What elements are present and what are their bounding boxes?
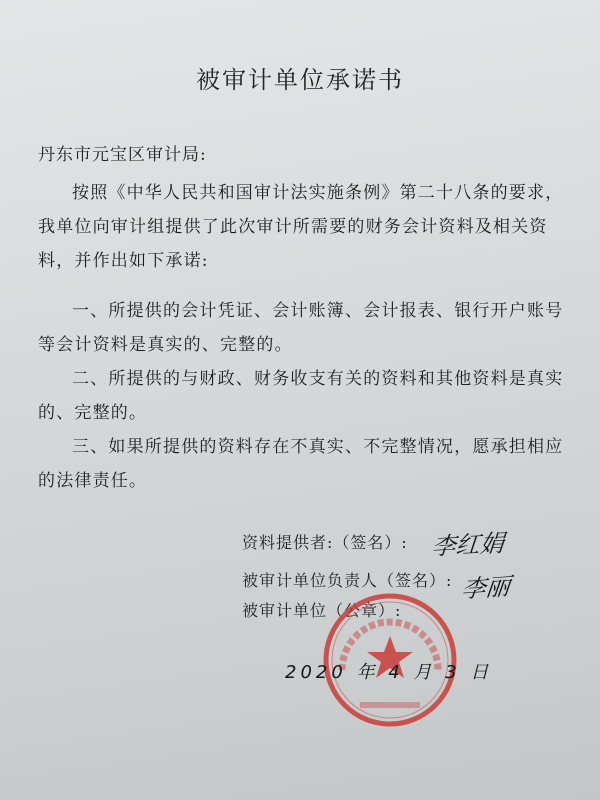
provider-signature-label: 资料提供者:（签名）: xyxy=(242,533,408,552)
leader-handwritten-signature: 李丽 xyxy=(460,572,512,604)
unit-seal-label: 被审计单位（公章）: xyxy=(242,601,402,620)
seal-serial-mark xyxy=(360,702,420,708)
provider-handwritten-signature: 李红娟 xyxy=(430,529,506,561)
salutation: 丹东市元宝区审计局: xyxy=(38,145,207,165)
document-title: 被审计单位承诺书 xyxy=(196,66,404,94)
leader-signature-label: 被审计单位负责人（签名）: xyxy=(242,571,453,590)
commitment-item-3: 三、如果所提供的资料存在不真实、不完整情况，愿承担相应的法律责任。 xyxy=(38,437,564,491)
signing-date: 2020 年 4 月 3 日 xyxy=(285,662,493,683)
intro-paragraph: 按照《中华人民共和国审计法实施条例》第二十八条的要求，我单位向审计组提供了此次审计所需要的财务会计资料及相关资料，并作出如下承诺: xyxy=(38,183,564,271)
commitment-item-2: 二、所提供的与财政、财务收支有关的资料和其他资料是真实的、完整的。 xyxy=(38,369,564,423)
commitment-item-1: 一、所提供的会计凭证、会计账簿、会计报表、银行开户账号等会计资料是真实的、完整的。 xyxy=(38,301,564,355)
